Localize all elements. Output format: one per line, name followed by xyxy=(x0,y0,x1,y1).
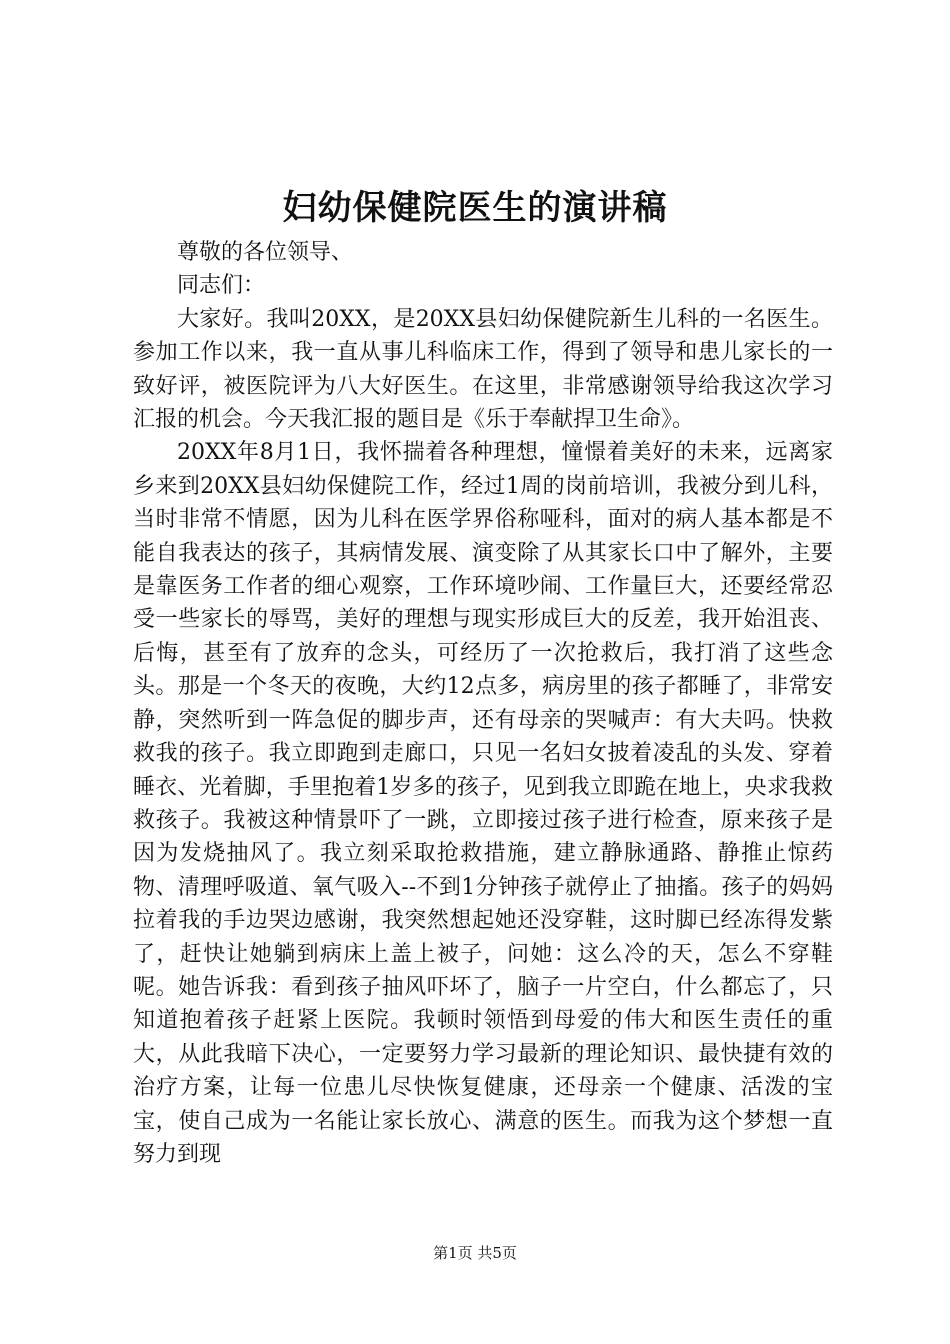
salutation-line: 同志们： xyxy=(177,273,266,299)
document-title: 妇幼保健院医生的演讲稿 xyxy=(282,188,668,228)
body-paragraph: 大家好。我叫20XX，是20XX县妇幼保健院新生儿科的一名医生。参加工作以来，我一直从事儿科临床工作，得到了领导和患儿家长的一致好评，被医院评为八大好医生。在这里，非常感谢领导给我这次学习汇报的机会。今天我汇报的题目是《乐于奉献捍卫生命》。 xyxy=(133,306,833,433)
salutation-line: 尊敬的各位领导、 xyxy=(177,240,354,265)
body-paragraph: 20XX年8月1日，我怀揣着各种理想，憧憬着美好的未来，远离家乡来到20XX县妇幼保健院工作，经过1周的岗前培训，我被分到儿科，当时非常不情愿，因为儿科在医学界俗称哑科，面对的病人基本都是不能自我表达的孩子，其病情发展、演变除了从其家长口中了解外，主要是靠医务工作者的细心观察，工作环境吵闹、工作量巨大，还要经常忍受一些家长的辱骂，美好的理想与现实形成巨大的反差，我开始沮丧、后悔，甚至有了放弃的念头，可经历了一次抢救后，我打消了这些念头。那是一个冬天的夜晚，大约12点多，病房里的孩子都睡了，非常安静，突然听到一阵急促的脚步声，还有母亲的哭喊声：有大夫吗。快救救我的孩子。我立即跑到走廊口，只见一名妇女披着凌乱的头发、穿着睡衣、光着脚，手里抱着1岁多的孩子，见到我立即跪在地上，央求我救救孩子。我被这种情景吓了一跳，立即接过孩子进行检查，原来孩子是因为发烧抽风了。我立刻采取抢救措施，建立静脉通路、静推止惊药物、清理呼吸道、氧气吸入--不到1分钟孩子就停止了抽搐。孩子的妈妈拉着我的手边哭边感谢，我突然想起她还没穿鞋，这时脚已经冻得发紫了，赶快让她躺到病床上盖上被子，问她：这么冷的天，怎么不穿鞋呢。她告诉我：看到孩子抽风吓坏了，脑子一片空白，什么都忘了，只知道抱着孩子赶紧上医院。我顿时领悟到母爱的伟大和医生责任的重大，从此我暗下决心，一定要努力学习最新的理论知识、最快捷有效的治疗方案，让每一位患儿尽快恢复健康，还母亲一个健康、活泼的宝宝，使自己成为一名能让家长放心、满意的医生。而我为这个梦想一直努力到现 xyxy=(133,440,833,1167)
page-number: 第1页 共5页 xyxy=(433,1244,517,1262)
document-body xyxy=(133,236,833,1171)
